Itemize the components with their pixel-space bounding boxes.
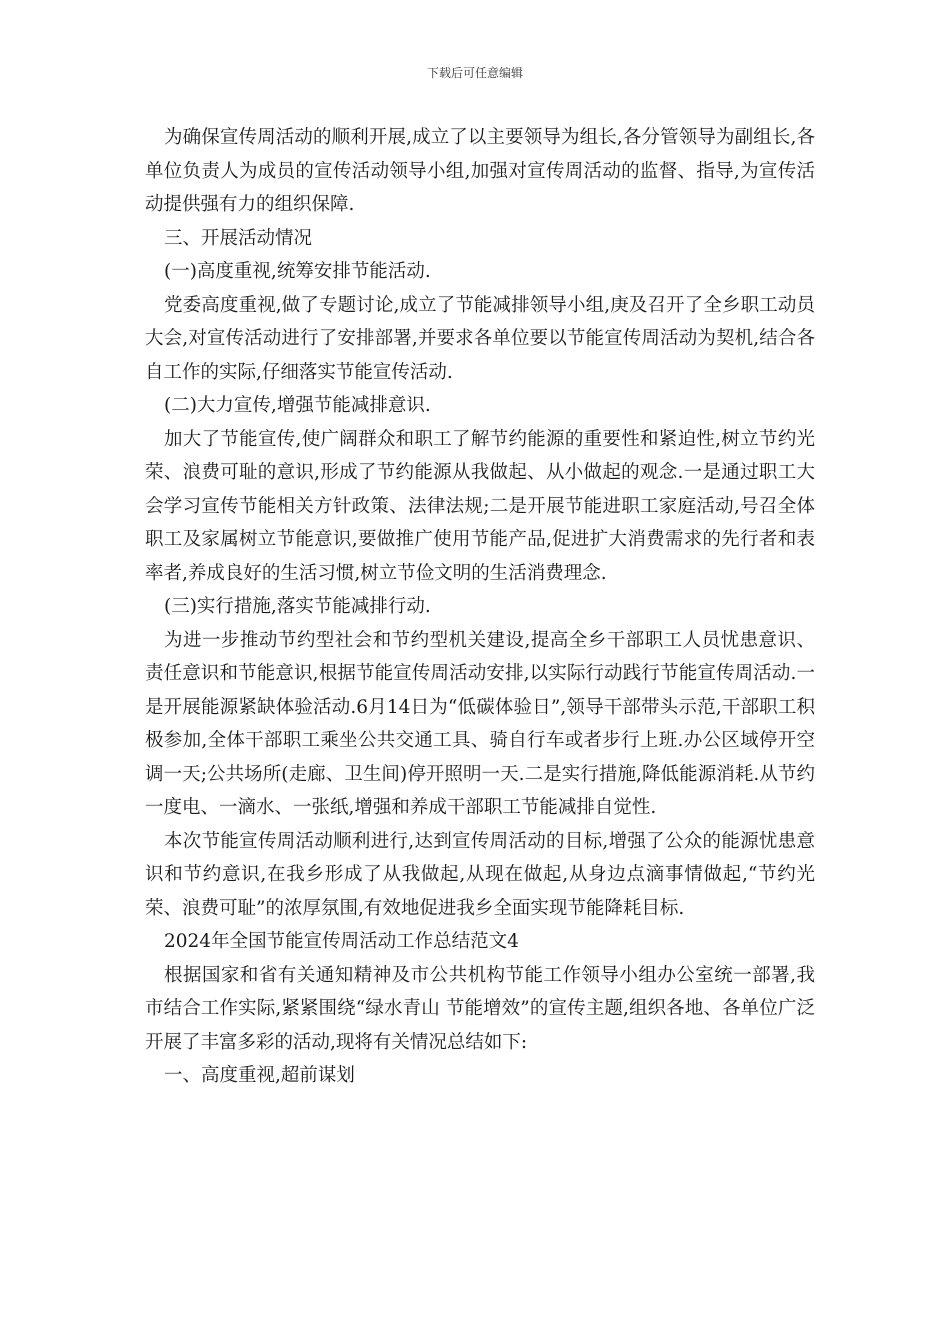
paragraph-organization-guarantee: 为确保宣传周活动的顺利开展,成立了以主要领导为组长,各分管领导为副组长,各单位负责人为成员的宣传活动领导小组,加强对宣传周活动的监督、指导,为宣传活动提供强有力的组织保障. bbox=[145, 127, 815, 215]
heading-high-attention: 一、高度重视,超前谋划 bbox=[164, 1065, 355, 1086]
paragraph-publicity: 加大了节能宣传,使广阔群众和职工了解节约能源的重要性和紧迫性,树立节约光荣、浪费可耻的意识,形成了节约能源从我做起、从小做起的观念.一是通过职工大会学习宣传节能相关方针政策、法律法规;二是开展节能进职工家庭活动,号召全体职工及家属树立节能意识,要做推广使用节能产品,促进扩大消费需求的先行者和表率者,养成良好的生活习惯,树立节俭文明的生活消费理念. bbox=[145, 428, 815, 584]
subheading-measures: (三)实行措施,落实节能减排行动. bbox=[164, 596, 431, 617]
subheading-attention: (一)高度重视,统筹安排节能活动. bbox=[164, 261, 431, 282]
subheading-publicity: (二)大力宣传,增强节能减排意识. bbox=[164, 395, 431, 416]
paragraph-party-committee: 党委高度重视,做了专题讨论,成立了节能减排领导小组,庚及召开了全乡职工动员大会,对宣传活动进行了安排部署,并要求各单位要以节能宣传周活动为契机,结合各自工作的实际,仔细落实节能宣传活动. bbox=[145, 294, 815, 383]
document-body bbox=[145, 121, 815, 1093]
paragraph-conclusion: 本次节能宣传周活动顺利进行,达到宣传周活动的目标,增强了公众的能源忧患意识和节约意识,在我乡形成了从我做起,从现在做起,从身边点滴事情做起,“节约光荣、浪费可耻”的浓厚氛围,有效地促进我乡全面实现节能降耗目标. bbox=[145, 830, 815, 919]
section-title-sample-4: 2024年全国节能宣传周活动工作总结范文4 bbox=[164, 931, 519, 952]
paragraph-measures: 为进一步推动节约型社会和节约型机关建设,提高全乡干部职工人员忧患意识、责任意识和节能意识,根据节能宣传周活动安排,以实际行动践行节能宣传周活动.一是开展能源紧缺体验活动.6月14日为“低碳体验日”,领导干部带头示范,干部职工积极参加,全体干部职工乘坐公共交通工具、骑自行车或者步行上班.办公区域停开空调一天;公共场所(走廊、卫生间)停开照明一天.二是实行措施,降低能源消耗.从节约一度电、一滴水、一张纸,增强和养成干部职工节能减排自觉性. bbox=[145, 629, 815, 818]
page-header-note: 下载后可任意编辑 bbox=[426, 66, 523, 80]
heading-activity-status: 三、开展活动情况 bbox=[164, 227, 313, 249]
paragraph-introduction: 根据国家和省有关通知精神及市公共机构节能工作领导小组办公室统一部署,我市结合工作实际,紧紧围绕“绿水青山 节能增效”的宣传主题,组织各地、各单位广泛开展了丰富多彩的活动,现将有关情况总结如下: bbox=[145, 964, 815, 1053]
